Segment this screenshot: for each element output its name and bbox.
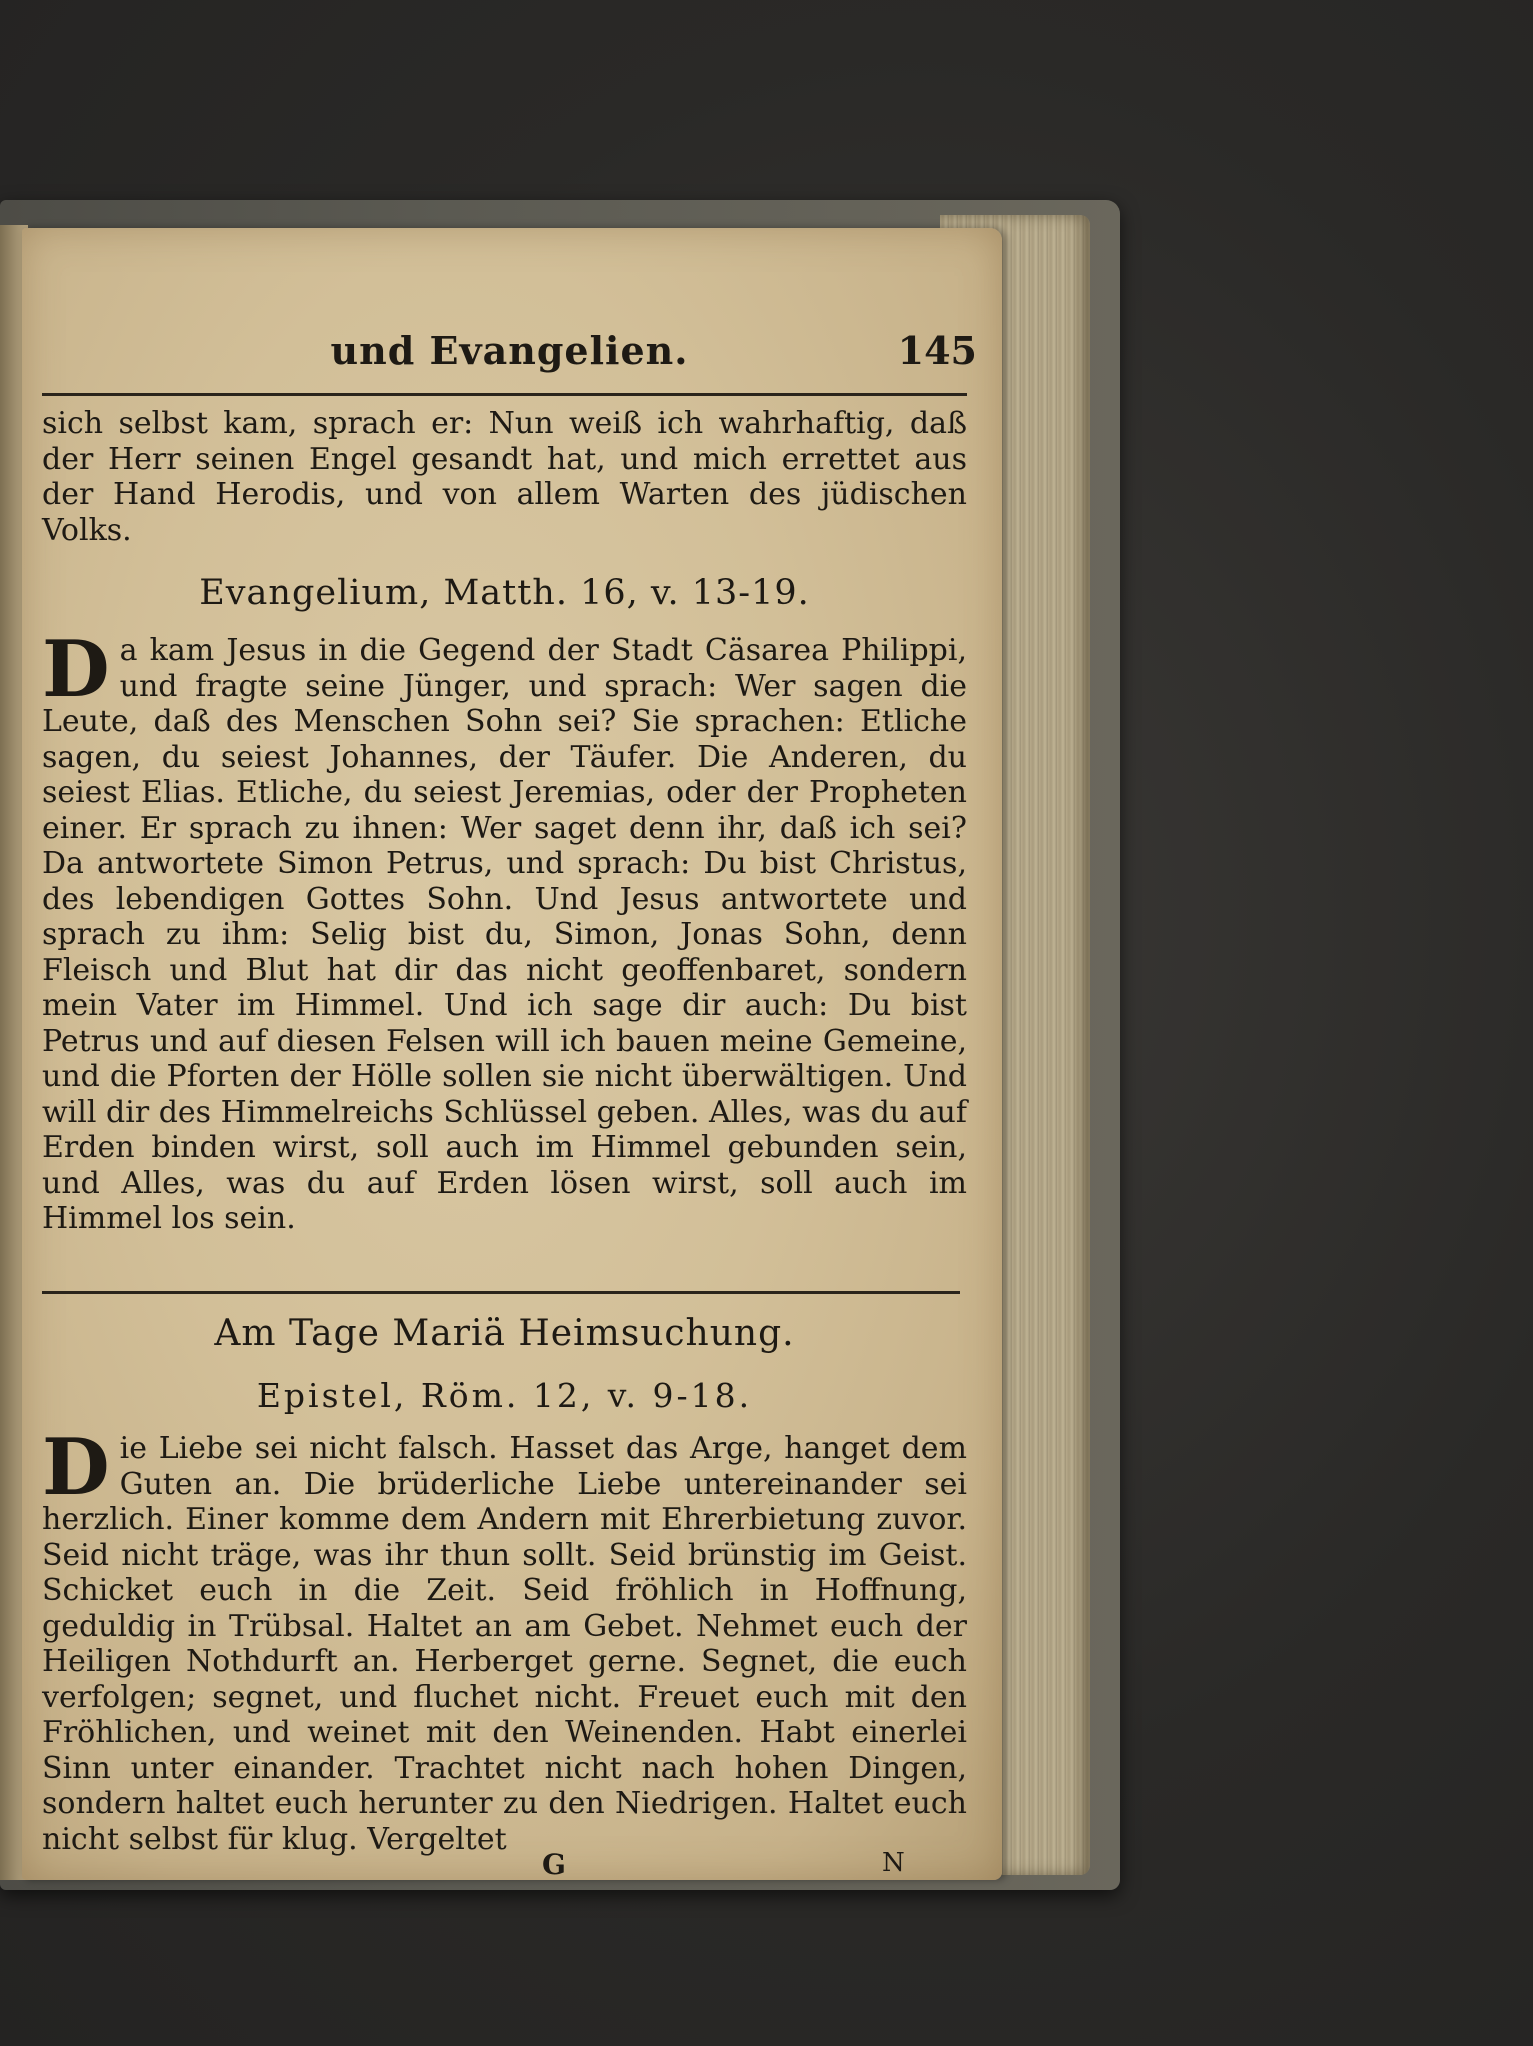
catchword: N (882, 1848, 905, 1878)
signature-mark: G (542, 1848, 566, 1881)
running-head (42, 328, 977, 378)
gospel-text (42, 624, 967, 1237)
epistle-body: ie Liebe sei nicht falsch. Hasset das Arge, hanget dem Guten an. Die brüderliche Liebe untereinander sei herzlich. Einer komme dem Andern mit Ehrerbietung zuvor. Seid nicht träge, was ihr thun sollt. Seid brünstig im Geist. Schicket euch in die Zeit. Seid fröhlich in Hoffnung, geduldig in Trübsal. Haltet an am Gebet. Nehmet euch der Heiligen Nothdurft an. Herberget gerne. Segnet, die euch verfolgen; segnet, und fluchet nicht. Freuet euch mit den Fröhlichen, und weinet mit den Weinenden. Habt einerlei Sinn unter einander. Trachtet nicht nach hohen Dingen, sondern haltet euch herunter zu den Niedrigen. Haltet euch nicht selbst für klug. Vergeltet (42, 1431, 967, 1857)
gospel-heading: Evangelium, Matth. 16, v. 13-19. (199, 573, 810, 613)
gospel-dropcap: D (42, 624, 110, 715)
epistle-text (42, 1422, 967, 1857)
epistle-heading: Epistel, Röm. 12, v. 9-18. (256, 1376, 753, 1415)
page-number: 145 (897, 328, 977, 373)
epistle-dropcap: D (42, 1422, 110, 1513)
running-title: und Evangelien. (330, 328, 689, 373)
gospel-body: a kam Jesus in die Gegend der Stadt Cäsarea Philippi, und fragte seine Jünger, und sprach: Wer sagen die Leute, daß des Menschen Sohn sei? Sie sprachen: Etliche sagen, du seiest Johannes, der Täufer. Die Anderen, du seiest Elias. Etliche, du seiest Jeremias, oder der Propheten einer. Er sprach zu ihnen: Wer saget denn ihr, daß ich sei? Da antwortete Simon Petrus, und sprach: Du bist Christus, des lebendigen Gottes Sohn. Und Jesus antwortete und sprach zu ihm: Selig bist du, Simon, Jonas Sohn, denn Fleisch und Blut hat dir das nicht geoffenbaret, sondern mein Vater im Himmel. Und ich sage dir auch: Du bist Petrus und auf diesen Felsen will ich bauen meine Gemeine, und die Pforten der Hölle sollen sie nicht überwältigen. Und will dir des Himmelreichs Schlüssel geben. Alles, was du auf Erden binden wirst, soll auch im Himmel gebunden sein, und Alles, was du auf Erden lösen wirst, soll auch im Himmel los sein. (42, 633, 967, 1236)
feast-heading: Am Tage Mariä Heimsuchung. (214, 1313, 795, 1354)
header-rule (42, 393, 967, 396)
book-page (22, 228, 1002, 1880)
section-rule (42, 1291, 960, 1294)
paragraph-continuation: sich selbst kam, sprach er: Nun weiß ich wahrhaftig, daß der Herr seinen Engel gesandt hat, und mich errettet aus der Hand Herodis, und von allem Warten des jüdischen Volks. (42, 406, 967, 548)
